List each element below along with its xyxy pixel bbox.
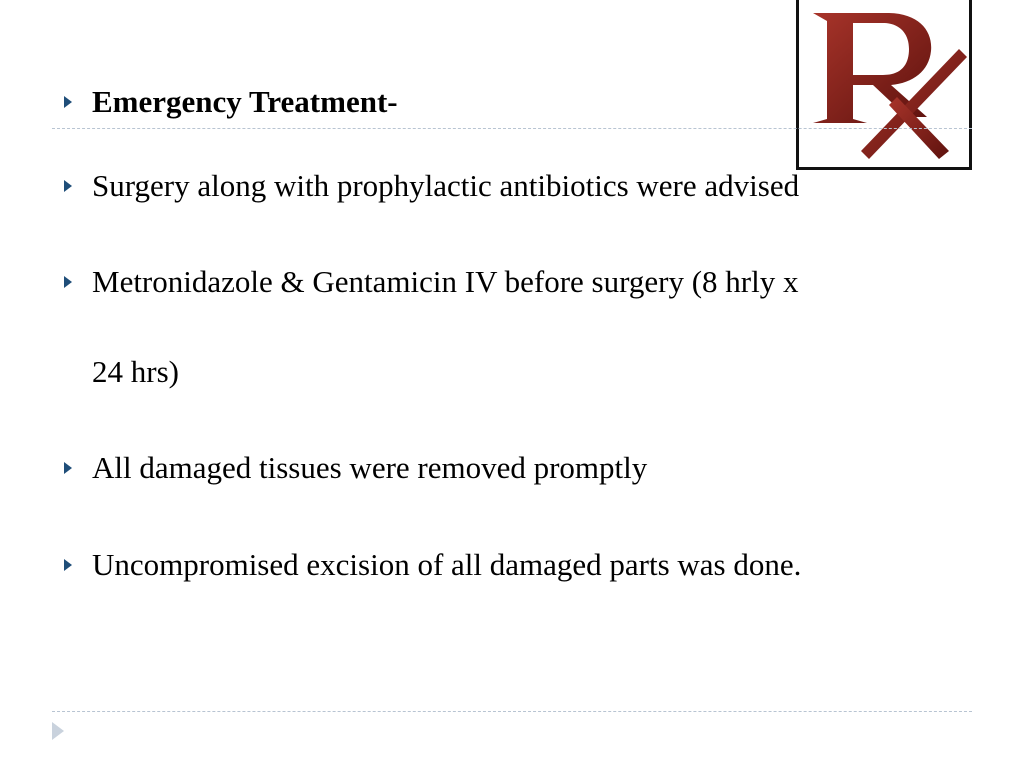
bullet-text: Metronidazole & Gentamicin IV before surgery (8 hrly x (92, 264, 799, 299)
bullet-arrow-icon (64, 462, 72, 474)
top-divider (52, 128, 972, 129)
bullet-text: Uncompromised excision of all damaged parts was done. (92, 547, 802, 582)
bullet-text: Surgery along with prophylactic antibiotics were advised (92, 168, 800, 203)
rx-prescription-icon (799, 0, 969, 167)
bullet-text-continued: 24 hrs) (92, 354, 179, 389)
bottom-divider (52, 711, 972, 712)
bullet-arrow-icon (64, 559, 72, 571)
bullet-heading: Emergency Treatment- (92, 84, 398, 119)
rx-logo (796, 0, 972, 170)
bullet-arrow-icon (64, 276, 72, 288)
corner-arrow-icon (52, 722, 64, 740)
bullet-arrow-icon (64, 180, 72, 192)
bullet-arrow-icon (64, 96, 72, 108)
bullet-text: All damaged tissues were removed promptly (92, 450, 648, 485)
